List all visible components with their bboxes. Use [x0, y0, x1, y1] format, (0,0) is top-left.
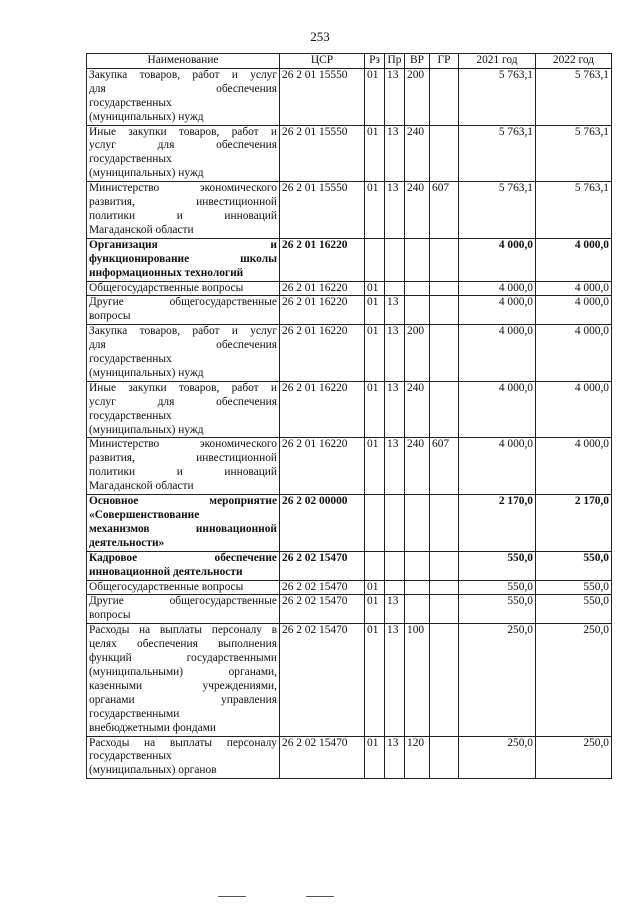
row-2022: 4 000,0 — [536, 281, 612, 296]
footer-rule-right — [306, 896, 334, 897]
row-name-line: (муниципальных) нужд — [89, 110, 204, 123]
row-2021: 5 763,1 — [459, 182, 536, 239]
row-vr: 240 — [405, 438, 430, 495]
row-name-line: (муниципальными) органами, — [89, 665, 277, 678]
row-rz: 01 — [365, 438, 385, 495]
row-csr: 26 2 02 15470 — [280, 595, 365, 624]
row-2021: 4 000,0 — [459, 281, 536, 296]
row-2021: 250,0 — [459, 624, 536, 736]
table-row — [87, 281, 612, 296]
table-row — [87, 238, 612, 281]
row-name — [87, 125, 280, 182]
row-rz: 01 — [365, 325, 385, 382]
page-number: 253 — [310, 29, 330, 44]
row-name — [87, 296, 280, 325]
row-csr: 26 2 02 15470 — [280, 624, 365, 736]
row-pr: 13 — [385, 595, 405, 624]
row-name-line: Магаданской области — [89, 223, 194, 236]
row-2021: 4 000,0 — [459, 296, 536, 325]
row-2021: 2 170,0 — [459, 495, 536, 552]
row-name-line: (муниципальных) нужд — [89, 366, 204, 379]
table-row — [87, 182, 612, 239]
row-pr: 13 — [385, 296, 405, 325]
row-pr: 13 — [385, 68, 405, 125]
row-name — [87, 736, 280, 779]
row-csr: 26 2 02 15470 — [280, 736, 365, 779]
row-csr: 26 2 01 16220 — [280, 238, 365, 281]
row-name-line: услуг для обеспечения — [89, 395, 277, 408]
row-name — [87, 580, 280, 595]
row-name — [87, 624, 280, 736]
row-name-line: Расходы на выплаты персоналу — [89, 736, 277, 749]
row-name-line: Общегосударственные вопросы — [89, 281, 244, 294]
table-row — [87, 296, 612, 325]
row-pr: 13 — [385, 624, 405, 736]
row-pr — [385, 495, 405, 552]
row-rz — [365, 238, 385, 281]
row-name-line: Иные закупки товаров, работ и — [89, 125, 277, 138]
row-name-line: инновационной деятельности — [89, 565, 243, 578]
row-2022: 550,0 — [536, 580, 612, 595]
row-pr — [385, 580, 405, 595]
row-name-line: «Совершенствование — [89, 509, 200, 521]
row-name-line: (муниципальных) нужд — [89, 423, 204, 436]
row-gr — [430, 381, 459, 438]
row-2021: 4 000,0 — [459, 238, 536, 281]
row-gr — [430, 595, 459, 624]
header-vr: ВР — [405, 54, 430, 69]
row-vr: 120 — [405, 736, 430, 779]
table-row — [87, 325, 612, 382]
row-name-line: механизмов инновационной — [89, 522, 277, 535]
row-name — [87, 381, 280, 438]
header-2021: 2021 год — [459, 54, 536, 69]
row-2022: 4 000,0 — [536, 238, 612, 281]
row-csr: 26 2 01 16220 — [280, 438, 365, 495]
table-row — [87, 551, 612, 580]
row-gr — [430, 580, 459, 595]
row-vr — [405, 281, 430, 296]
row-2022: 2 170,0 — [536, 495, 612, 552]
row-name-line: целях обеспечения выполнения — [89, 638, 277, 651]
row-2021: 5 763,1 — [459, 125, 536, 182]
row-2022: 4 000,0 — [536, 325, 612, 382]
header-2022: 2022 год — [536, 54, 612, 69]
row-vr — [405, 580, 430, 595]
row-rz: 01 — [365, 595, 385, 624]
table-row — [87, 595, 612, 624]
row-gr — [430, 238, 459, 281]
row-name-line: казенными учреждениями, — [89, 679, 277, 692]
table-row — [87, 624, 612, 736]
row-name-line: Другие общегосударственные — [89, 595, 277, 608]
row-gr — [430, 551, 459, 580]
row-pr — [385, 551, 405, 580]
table-row — [87, 381, 612, 438]
row-name — [87, 438, 280, 495]
row-name-line: для обеспечения — [89, 339, 277, 352]
row-2021: 250,0 — [459, 736, 536, 779]
row-name-line: развития, инвестиционной — [89, 452, 277, 465]
row-csr: 26 2 02 00000 — [280, 495, 365, 552]
row-rz: 01 — [365, 624, 385, 736]
row-name-line: Иные закупки товаров, работ и — [89, 381, 277, 394]
header-csr: ЦСР — [280, 54, 365, 69]
row-name — [87, 238, 280, 281]
row-name-line: функций государственными — [89, 652, 277, 665]
row-name — [87, 495, 280, 552]
row-2022: 250,0 — [536, 736, 612, 779]
table-row — [87, 580, 612, 595]
row-name-line: Расходы на выплаты персоналу в — [89, 624, 277, 637]
row-name-line: государственных — [89, 96, 172, 109]
row-csr: 26 2 01 16220 — [280, 381, 365, 438]
row-csr: 26 2 01 15550 — [280, 125, 365, 182]
row-pr — [385, 238, 405, 281]
row-gr — [430, 495, 459, 552]
row-gr — [430, 281, 459, 296]
row-name-line: государственных — [89, 750, 172, 763]
row-name-line: (муниципальных) органов — [89, 764, 217, 777]
row-name-line: развития, инвестиционной — [89, 196, 277, 209]
row-name-line: Основное мероприятие — [89, 495, 277, 508]
row-csr: 26 2 01 16220 — [280, 281, 365, 296]
row-gr — [430, 736, 459, 779]
row-pr: 13 — [385, 381, 405, 438]
row-2022: 4 000,0 — [536, 438, 612, 495]
row-vr: 240 — [405, 381, 430, 438]
row-rz: 01 — [365, 68, 385, 125]
row-pr: 13 — [385, 438, 405, 495]
row-pr: 13 — [385, 182, 405, 239]
budget-table — [86, 53, 612, 779]
row-gr — [430, 68, 459, 125]
row-name — [87, 595, 280, 624]
row-name-line: (муниципальных) нужд — [89, 167, 204, 180]
row-name-line: государственных — [89, 409, 172, 422]
row-rz: 01 — [365, 736, 385, 779]
row-name — [87, 551, 280, 580]
row-name — [87, 182, 280, 239]
row-name — [87, 68, 280, 125]
row-name-line: Общегосударственные вопросы — [89, 580, 244, 593]
row-gr — [430, 125, 459, 182]
row-name-line: информационных технологий — [89, 266, 244, 279]
row-pr — [385, 281, 405, 296]
row-vr — [405, 495, 430, 552]
row-vr — [405, 551, 430, 580]
row-pr: 13 — [385, 125, 405, 182]
table-body — [87, 68, 612, 778]
row-name-line: Магаданской области — [89, 480, 194, 493]
row-vr: 240 — [405, 182, 430, 239]
row-gr: 607 — [430, 182, 459, 239]
row-rz: 01 — [365, 125, 385, 182]
row-vr: 200 — [405, 68, 430, 125]
row-2022: 550,0 — [536, 551, 612, 580]
row-csr: 26 2 01 16220 — [280, 296, 365, 325]
row-gr: 607 — [430, 438, 459, 495]
table-row — [87, 495, 612, 552]
row-name-line: Закупка товаров, работ и услуг — [89, 325, 277, 338]
row-2022: 5 763,1 — [536, 125, 612, 182]
row-name-line: государственных — [89, 353, 172, 366]
row-vr: 240 — [405, 125, 430, 182]
row-gr — [430, 296, 459, 325]
row-2021: 4 000,0 — [459, 325, 536, 382]
row-gr — [430, 624, 459, 736]
row-csr: 26 2 01 15550 — [280, 182, 365, 239]
row-2021: 5 763,1 — [459, 68, 536, 125]
row-2021: 550,0 — [459, 580, 536, 595]
row-name-line: услуг для обеспечения — [89, 139, 277, 152]
row-vr: 100 — [405, 624, 430, 736]
table-row — [87, 125, 612, 182]
row-name-line: политики и инноваций — [89, 466, 277, 479]
row-name-line: Министерство экономического — [89, 182, 277, 195]
row-pr: 13 — [385, 325, 405, 382]
row-name-line: вопросы — [89, 609, 131, 622]
row-name-line: вопросы — [89, 310, 131, 323]
row-pr: 13 — [385, 736, 405, 779]
row-name-line: для обеспечения — [89, 82, 277, 95]
header-pr: Пр — [385, 54, 405, 69]
row-vr — [405, 296, 430, 325]
row-rz: 01 — [365, 580, 385, 595]
row-2022: 5 763,1 — [536, 182, 612, 239]
row-name-line: государственных — [89, 153, 172, 166]
row-2022: 4 000,0 — [536, 381, 612, 438]
row-2021: 550,0 — [459, 595, 536, 624]
row-csr: 26 2 01 15550 — [280, 68, 365, 125]
row-csr: 26 2 02 15470 — [280, 551, 365, 580]
row-2022: 550,0 — [536, 595, 612, 624]
row-name-line: органами управления — [89, 693, 277, 706]
row-rz: 01 — [365, 381, 385, 438]
footer-rule-left — [218, 896, 246, 897]
table-row — [87, 68, 612, 125]
row-rz: 01 — [365, 182, 385, 239]
row-name-line: политики и инноваций — [89, 209, 277, 222]
header-name: Наименование — [87, 54, 280, 69]
header-gr: ГР — [430, 54, 459, 69]
row-name-line: внебюджетными фондами — [89, 721, 217, 734]
row-vr — [405, 238, 430, 281]
row-gr — [430, 325, 459, 382]
row-name — [87, 325, 280, 382]
row-rz — [365, 551, 385, 580]
row-name-line: Кадровое обеспечение — [89, 551, 277, 564]
row-name-line: Другие общегосударственные — [89, 296, 277, 309]
header-rz: Рз — [365, 54, 385, 69]
row-name-line: Закупка товаров, работ и услуг — [89, 68, 277, 81]
row-name-line: Министерство экономического — [89, 438, 277, 451]
row-2021: 4 000,0 — [459, 438, 536, 495]
table-row — [87, 438, 612, 495]
row-name-line: функционирование школы — [89, 252, 277, 265]
row-vr: 200 — [405, 325, 430, 382]
table-row — [87, 736, 612, 779]
row-2021: 550,0 — [459, 551, 536, 580]
row-vr — [405, 595, 430, 624]
row-rz: 01 — [365, 281, 385, 296]
row-csr: 26 2 02 15470 — [280, 580, 365, 595]
row-2022: 250,0 — [536, 624, 612, 736]
row-rz: 01 — [365, 296, 385, 325]
row-2021: 4 000,0 — [459, 381, 536, 438]
table-header-row — [87, 54, 612, 69]
row-name-line: государственными — [89, 707, 180, 720]
row-2022: 4 000,0 — [536, 296, 612, 325]
row-name-line: деятельности» — [89, 536, 165, 549]
row-2022: 5 763,1 — [536, 68, 612, 125]
row-csr: 26 2 01 16220 — [280, 325, 365, 382]
row-rz — [365, 495, 385, 552]
row-name — [87, 281, 280, 296]
row-name-line: Организация и — [89, 238, 277, 251]
